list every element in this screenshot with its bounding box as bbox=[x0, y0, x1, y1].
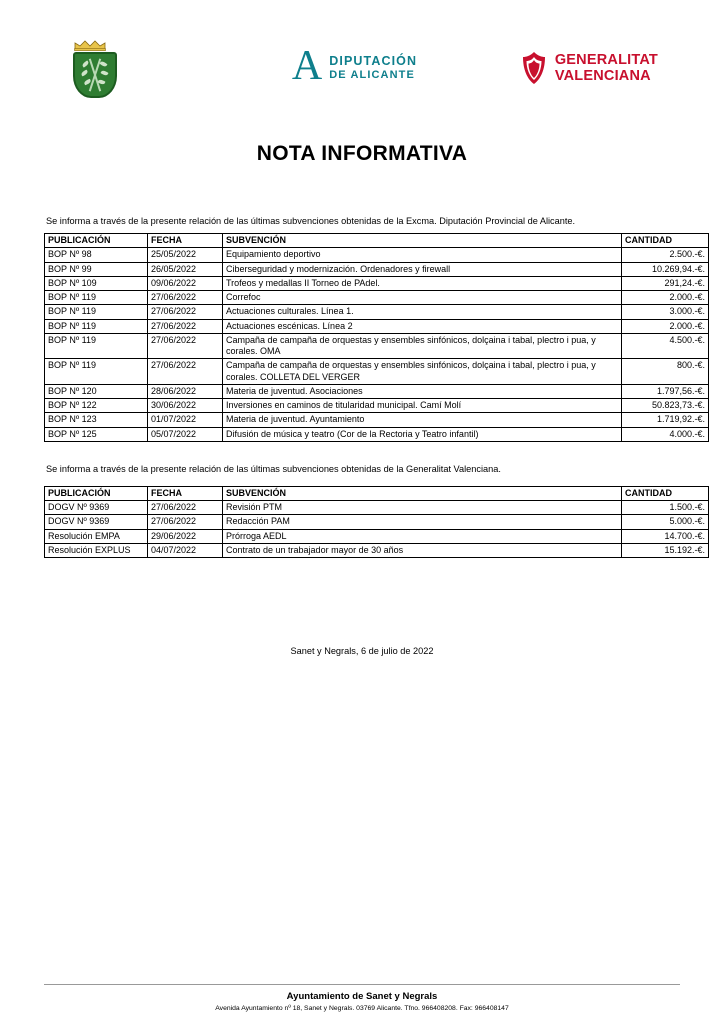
generalitat-valenciana-logo bbox=[468, 51, 668, 85]
cell-subvencion: Revisión PTM bbox=[223, 501, 622, 515]
cell-subvencion: Materia de juventud. Asociaciones bbox=[223, 384, 622, 398]
col-fecha: FECHA bbox=[148, 234, 223, 248]
cell-cantidad: 14.700.-€. bbox=[622, 529, 709, 543]
cell-fecha: 09/06/2022 bbox=[148, 276, 223, 290]
cell-publicacion: BOP Nº 122 bbox=[45, 399, 148, 413]
cell-subvencion: Inversiones en caminos de titularidad municipal. Camí Molí bbox=[223, 399, 622, 413]
crown-icon bbox=[74, 40, 112, 51]
diputacion-label-line2: DE ALICANTE bbox=[329, 68, 415, 81]
cell-fecha: 27/06/2022 bbox=[148, 333, 223, 359]
cell-subvencion: Trofeos y medallas II Torneo de PAdel. bbox=[223, 276, 622, 290]
cell-cantidad: 4.000.-€. bbox=[622, 427, 709, 441]
table-row bbox=[45, 413, 709, 427]
table-header-row bbox=[45, 234, 709, 248]
cell-cantidad: 291,24.-€. bbox=[622, 276, 709, 290]
table-header-row bbox=[45, 486, 709, 500]
table-row bbox=[45, 305, 709, 319]
cell-fecha: 29/06/2022 bbox=[148, 529, 223, 543]
page-footer bbox=[44, 984, 680, 1012]
logo-header bbox=[44, 0, 680, 110]
escudo-shield bbox=[73, 52, 117, 98]
table-row bbox=[45, 529, 709, 543]
cell-publicacion: BOP Nº 98 bbox=[45, 248, 148, 262]
cell-cantidad: 1.719,92.-€. bbox=[622, 413, 709, 427]
cell-publicacion: BOP Nº 119 bbox=[45, 359, 148, 385]
cell-cantidad: 4.500.-€. bbox=[622, 333, 709, 359]
cell-cantidad: 1.797,56.-€. bbox=[622, 384, 709, 398]
cell-cantidad: 15.192.-€. bbox=[622, 543, 709, 557]
table-row bbox=[45, 543, 709, 557]
cell-fecha: 26/05/2022 bbox=[148, 262, 223, 276]
cell-subvencion: Equipamiento deportivo bbox=[223, 248, 622, 262]
cell-subvencion: Ciberseguridad y modernización. Ordenadores y firewall bbox=[223, 262, 622, 276]
diputacion-label-line1: DIPUTACIÓN bbox=[329, 54, 418, 69]
cell-cantidad: 3.000.-€. bbox=[622, 305, 709, 319]
cell-fecha: 27/06/2022 bbox=[148, 291, 223, 305]
escudo-icon bbox=[70, 40, 116, 96]
signature-line: Sanet y Negrals, 6 de julio de 2022 bbox=[290, 646, 434, 656]
cell-publicacion: BOP Nº 119 bbox=[45, 319, 148, 333]
table-row bbox=[45, 333, 709, 359]
col-cantidad: CANTIDAD bbox=[622, 486, 709, 500]
col-publicacion: PUBLICACIÓN bbox=[45, 486, 148, 500]
col-subvencion: SUBVENCIÓN bbox=[223, 486, 622, 500]
cell-publicacion: DOGV Nº 9369 bbox=[45, 515, 148, 529]
intro-paragraph-diputacion: Se informa a través de la presente relación de las últimas subvenciones obtenidas de la Excma. Diputación Provincial de Alicante. bbox=[46, 216, 576, 226]
cell-subvencion: Contrato de un trabajador mayor de 30 años bbox=[223, 543, 622, 557]
cell-subvencion: Materia de juventud. Ayuntamiento bbox=[223, 413, 622, 427]
cell-publicacion: BOP Nº 119 bbox=[45, 291, 148, 305]
cell-cantidad: 5.000.-€. bbox=[622, 515, 709, 529]
table-row bbox=[45, 291, 709, 305]
cell-fecha: 01/07/2022 bbox=[148, 413, 223, 427]
table-row bbox=[45, 359, 709, 385]
generalitat-mark-icon bbox=[521, 51, 547, 85]
cell-fecha: 25/05/2022 bbox=[148, 248, 223, 262]
col-subvencion: SUBVENCIÓN bbox=[223, 234, 622, 248]
subvenciones-generalitat-table bbox=[44, 486, 709, 558]
cell-fecha: 27/06/2022 bbox=[148, 305, 223, 319]
footer-address: Avenida Ayuntamiento nº 18, Sanet y Negrals. 03769 Alicante. Tfno. 966408208. Fax: 966408147 bbox=[215, 1005, 509, 1012]
cell-cantidad: 2.000.-€. bbox=[622, 291, 709, 305]
footer-divider bbox=[44, 984, 680, 985]
table-row bbox=[45, 276, 709, 290]
cell-publicacion: BOP Nº 120 bbox=[45, 384, 148, 398]
cell-subvencion: Difusión de música y teatro (Cor de la Rectoria y Teatro infantil) bbox=[223, 427, 622, 441]
table-row bbox=[45, 248, 709, 262]
page-title: NOTA INFORMATIVA bbox=[256, 142, 468, 165]
cell-publicacion: Resolución EMPA bbox=[45, 529, 148, 543]
cell-publicacion: Resolución EXPLUS bbox=[45, 543, 148, 557]
cell-fecha: 05/07/2022 bbox=[148, 427, 223, 441]
cell-subvencion: Correfoc bbox=[223, 291, 622, 305]
table-row bbox=[45, 501, 709, 515]
cell-cantidad: 2.000.-€. bbox=[622, 319, 709, 333]
cell-subvencion: Prórroga AEDL bbox=[223, 529, 622, 543]
col-fecha: FECHA bbox=[148, 486, 223, 500]
cell-publicacion: BOP Nº 109 bbox=[45, 276, 148, 290]
cell-fecha: 30/06/2022 bbox=[148, 399, 223, 413]
cell-publicacion: BOP Nº 99 bbox=[45, 262, 148, 276]
table-row bbox=[45, 262, 709, 276]
cell-cantidad: 50.823,73.-€. bbox=[622, 399, 709, 413]
cell-cantidad: 10.269,94.-€. bbox=[622, 262, 709, 276]
cell-subvencion: Redacción PAM bbox=[223, 515, 622, 529]
cell-publicacion: BOP Nº 119 bbox=[45, 333, 148, 359]
table-row bbox=[45, 399, 709, 413]
table-row bbox=[45, 515, 709, 529]
diputacion-alicante-logo bbox=[241, 43, 469, 89]
cell-fecha: 27/06/2022 bbox=[148, 515, 223, 529]
subvenciones-diputacion-table bbox=[44, 233, 709, 442]
cell-subvencion: Actuaciones culturales. Línea 1. bbox=[223, 305, 622, 319]
footer-title: Ayuntamiento de Sanet y Negrals bbox=[286, 991, 438, 1002]
cell-fecha: 28/06/2022 bbox=[148, 384, 223, 398]
cell-publicacion: BOP Nº 125 bbox=[45, 427, 148, 441]
cell-subvencion: Campaña de campaña de orquestas y ensembles sinfónicos, dolçaina i tabal, plectro i pua, y corales. COLLETA DEL VERGER bbox=[223, 359, 622, 385]
escudo-leaves bbox=[75, 54, 115, 96]
cell-subvencion: Campaña de campaña de orquestas y ensembles sinfónicos, dolçaina i tabal, plectro i pua, y corales. OMA bbox=[223, 333, 622, 359]
cell-fecha: 27/06/2022 bbox=[148, 359, 223, 385]
diputacion-mark-icon: A bbox=[291, 43, 321, 89]
cell-publicacion: BOP Nº 123 bbox=[45, 413, 148, 427]
intro-paragraph-generalitat: Se informa a través de la presente relación de las últimas subvenciones obtenidas de la Generalitat Valenciana. bbox=[46, 463, 501, 474]
cell-fecha: 27/06/2022 bbox=[148, 319, 223, 333]
table-row bbox=[45, 384, 709, 398]
cell-cantidad: 1.500.-€. bbox=[622, 501, 709, 515]
generalitat-label-line2: VALENCIANA bbox=[554, 68, 651, 84]
cell-fecha: 27/06/2022 bbox=[148, 501, 223, 515]
table-row bbox=[45, 427, 709, 441]
cell-fecha: 04/07/2022 bbox=[148, 543, 223, 557]
cell-cantidad: 800.-€. bbox=[622, 359, 709, 385]
cell-publicacion: DOGV Nº 9369 bbox=[45, 501, 148, 515]
escudo-logo bbox=[56, 40, 241, 96]
col-publicacion: PUBLICACIÓN bbox=[45, 234, 148, 248]
cell-publicacion: BOP Nº 119 bbox=[45, 305, 148, 319]
col-cantidad: CANTIDAD bbox=[622, 234, 709, 248]
generalitat-label-line1: GENERALITAT bbox=[554, 51, 658, 68]
cell-cantidad: 2.500.-€. bbox=[622, 248, 709, 262]
table-row bbox=[45, 319, 709, 333]
cell-subvencion: Actuaciones escénicas. Línea 2 bbox=[223, 319, 622, 333]
